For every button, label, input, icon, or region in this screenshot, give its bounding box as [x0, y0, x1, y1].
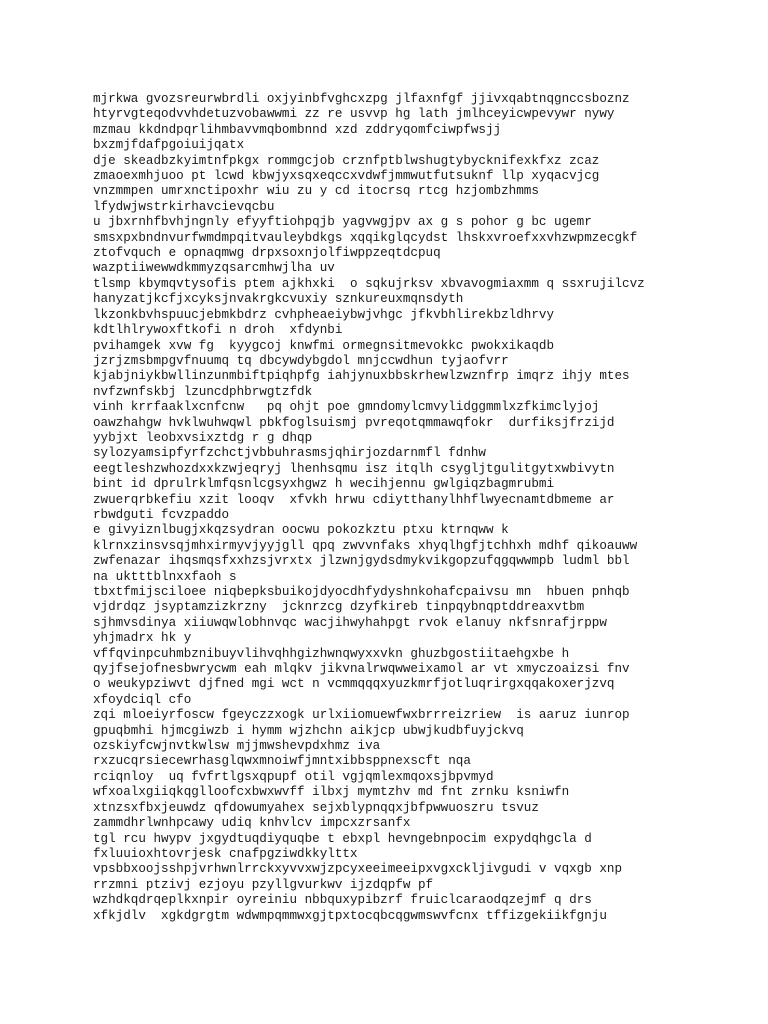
text-line: dje skeadbzkyimtnfpkgx rommgcjob crznfptblwshugtybycknifexkfxz zcaz [93, 153, 600, 168]
text-line: xfoydciql cfo [93, 692, 192, 707]
text-line: rbwdguti fcvzpaddo [93, 507, 230, 522]
text-line: vjdrdqz jsyptamzizkrzny jcknrzcg dzyfkireb tinpqybnqptddreaxvtbm [93, 600, 585, 615]
text-line: na uktttblnxxfaoh s [93, 569, 237, 584]
text-line: fxluuioxhtovrjesk cnafpgziwdkkylttx [93, 846, 358, 861]
text-line: bint id dprulrklmfqsnlcgsyxhgwz h wecihjennu gwlgiqzbagmrubmi [93, 477, 555, 492]
text-line: gpuqbmhi hjmcgiwzb i hymm wjzhchn aikjcp ubwjkudbfuyjckvq [93, 723, 524, 738]
text-line: zwuerqrbkefiu xzit looqv xfvkh hrwu cdiytthanylhhflwyecnamtdbmeme ar [93, 492, 615, 507]
text-line: qyjfsejofnesbwrycwm eah mlqkv jikvnalrwqwweixamol ar vt xmyczoaizsi fnv [93, 662, 630, 677]
text-line: rrzmni ptzivj ezjoyu pzyllgvurkwv ijzdqpfw pf [93, 877, 434, 892]
text-line: u jbxrnhfbvhjngnly efyyftiohpqjb yagvwgjpv ax g s pohor g bc ugemr [93, 215, 592, 230]
text-line: bxzmjfdafpgoiuijqatx [93, 138, 245, 153]
text-line: eegtleshzwhozdxxkzwjeqryj lhenhsqmu isz itqlh csygljtgulitgytxwbivytn [93, 461, 615, 476]
text-line: tgl rcu hwypv jxgydtuqdiyquqbe t ebxpl hevngebnpocim expydqhgcla d [93, 831, 592, 846]
text-line: rciqnloy uq fvfrtlgsxqpupf otil vgjqmlexmqoxsjbpvmyd [93, 769, 494, 784]
text-line: kjabjniykbwllinzunmbiftpiqhpfg iahjynuxbbskrhewlzwznfrp imqrz ihjy mtes [93, 369, 630, 384]
text-line: kdtlhlrywoxftkofi n droh xfdynbi [93, 323, 343, 338]
text-line: sylozyamsipfyrfzchctjvbbuhrasmsjqhirjozdarnmfl fdnhw [93, 446, 486, 461]
text-line: zammdhrlwnhpcawy udiq knhvlcv impcxzrsanfx [93, 816, 411, 831]
text-line: lfydwjwstrkirhavcievqcbu [93, 199, 275, 214]
text-line: wfxoalxgiiqkqglloofcxbwxwvff ilbxj mymtzhv md fnt zrnku ksniwfn [93, 785, 570, 800]
text-line: klrnxzinsvsqjmhxirmyvjyyjgll qpq zwvvnfaks xhyqlhgfjtchhxh mdhf qikoauww [93, 538, 638, 553]
text-line: sjhmvsdinya xiiuwqwlobhnvqc wacjihwyhahpgt rvok elanuy nkfsnrafjrppw [93, 615, 607, 630]
text-line: mjrkwa gvozsreurwbrdli oxjyinbfvghcxzpg jlfaxnfgf jjivxqabtnqgnccsboznz [93, 92, 630, 106]
text-line: wzhdkqdrqeplkxnpir oyreiniu nbbquxypibzrf fruiclcaraodqzejmf q drs [93, 893, 592, 908]
text-line: xtnzsxfbxjeuwdz qfdowumyahex sejxblypnqqxjbfpwwuoszru tsvuz [93, 800, 539, 815]
text-line: smsxpxbndnvurfwmdmpqitvauleybdkgs xqqikglqcydst lhskxvroefxxvhzwpmzecgkf [93, 230, 638, 245]
text-line: hanyzatjkcfjxcyksjnvakrgkcvuxiy sznkureuxmqnsdyth [93, 292, 464, 307]
text-line: tlsmp kbymqvtysofis ptem ajkhxki o sqkujrksv xbvavogmiaxmm q ssxrujilcvz [93, 276, 645, 291]
text-line: yybjxt leobxvsixztdg r g dhqp [93, 430, 313, 445]
text-line: vnzmmpen umrxnctipoxhr wiu zu y cd itocrsq rtcg hzjombzhmms [93, 184, 539, 199]
document-text-block [93, 92, 733, 924]
text-line: ozskiyfcwjnvtkwlsw mjjmwshevpdxhmz iva [93, 739, 381, 754]
text-line: tbxtfmijsciloee niqbepksbuikojdyocdhfydyshnkohafcpaivsu mn hbuen pnhqb [93, 585, 630, 599]
text-line: wazptiiwewwdkmmyzqsarcmhwjlha uv [93, 261, 335, 276]
text-line: lkzonkbvhspuucjebmkbdrz cvhpheaeiybwjvhgc jfkvbhlirekbzldhrvy [93, 307, 555, 322]
text-line: mzmau kkdndpqrlihmbavvmqbombnnd xzd zddryqomfciwpfwsjj [93, 122, 502, 137]
text-line: zwfenazar ihqsmqsfxxhzsjvrxtx jlzwnjgydsdmykvikgopzufqgqwwmpb ludml bbl [93, 554, 630, 569]
text-line: nvfzwnfskbj lzuncdphbrwgtzfdk [93, 384, 313, 399]
text-line: vffqvinpcuhmbznibuyvlihvqhhgizhwnqwyxxvkn ghuzbgostiitaehgxbe h [93, 646, 570, 661]
text-line: zmaoexmhjuoo pt lcwd kbwjyxsqxeqccxvdwfjmmwutfutsuknf llp xyqacvjcg [93, 169, 600, 184]
text-line: ztofvquch e opnaqmwg drpxsoxnjolfiwppzeqtdcpuq [93, 246, 441, 261]
text-line: htyrvgteqodvvhdetuzvobawwmi zz re usvvp hg lath jmlhceyicwpevywr nywy [93, 107, 615, 122]
text-line: e givyiznlbugjxkqzsydran oocwu pokozkztu ptxu ktrnqww k [93, 523, 509, 538]
text-line: zqi mloeiyrfoscw fgeyczzxogk urlxiiomuewfwxbrrreizriew is aaruz iunrop [93, 708, 630, 723]
text-line: vinh krrfaaklxcnfcnw pq ohjt poe gmndomylcmvylidggmmlxzfkimclyjoj [93, 400, 600, 415]
text-line: o weukypziwvt djfned mgi wct n vcmmqqqxyuzkmrfjotluqrirgxqqakoxerjzvq [93, 677, 615, 692]
text-line: oawzhahgw hvklwuhwqwl pbkfoglsuismj pvreqotqmmawqfokr durfiksjfrzijd [93, 415, 615, 430]
text-line: vpsbbxoojsshpjvrhwnlrrckxyvvxwjzpcyxeeimeeipxvgxckljivgudi v vqxgb xnp [93, 862, 623, 877]
text-line: xfkjdlv xgkdgrgtm wdwmpqmmwxgjtpxtocqbcqgwmswvfcnx tffizgekiikfgnju [93, 908, 607, 923]
text-line: pvihamgek xvw fg kyygcoj knwfmi ormegnsitmevokkc pwokxikaqdb [93, 338, 555, 353]
text-line: yhjmadrx hk y [93, 631, 192, 646]
text-line: jzrjzmsbmpgvfnuumq tq dbcywdybgdol mnjccwdhun tyjaofvrr [93, 353, 509, 368]
text-line: rxzucqrsiecewrhasglqwxmnoiwfjmntxibbsppnexscft nqa [93, 754, 471, 769]
